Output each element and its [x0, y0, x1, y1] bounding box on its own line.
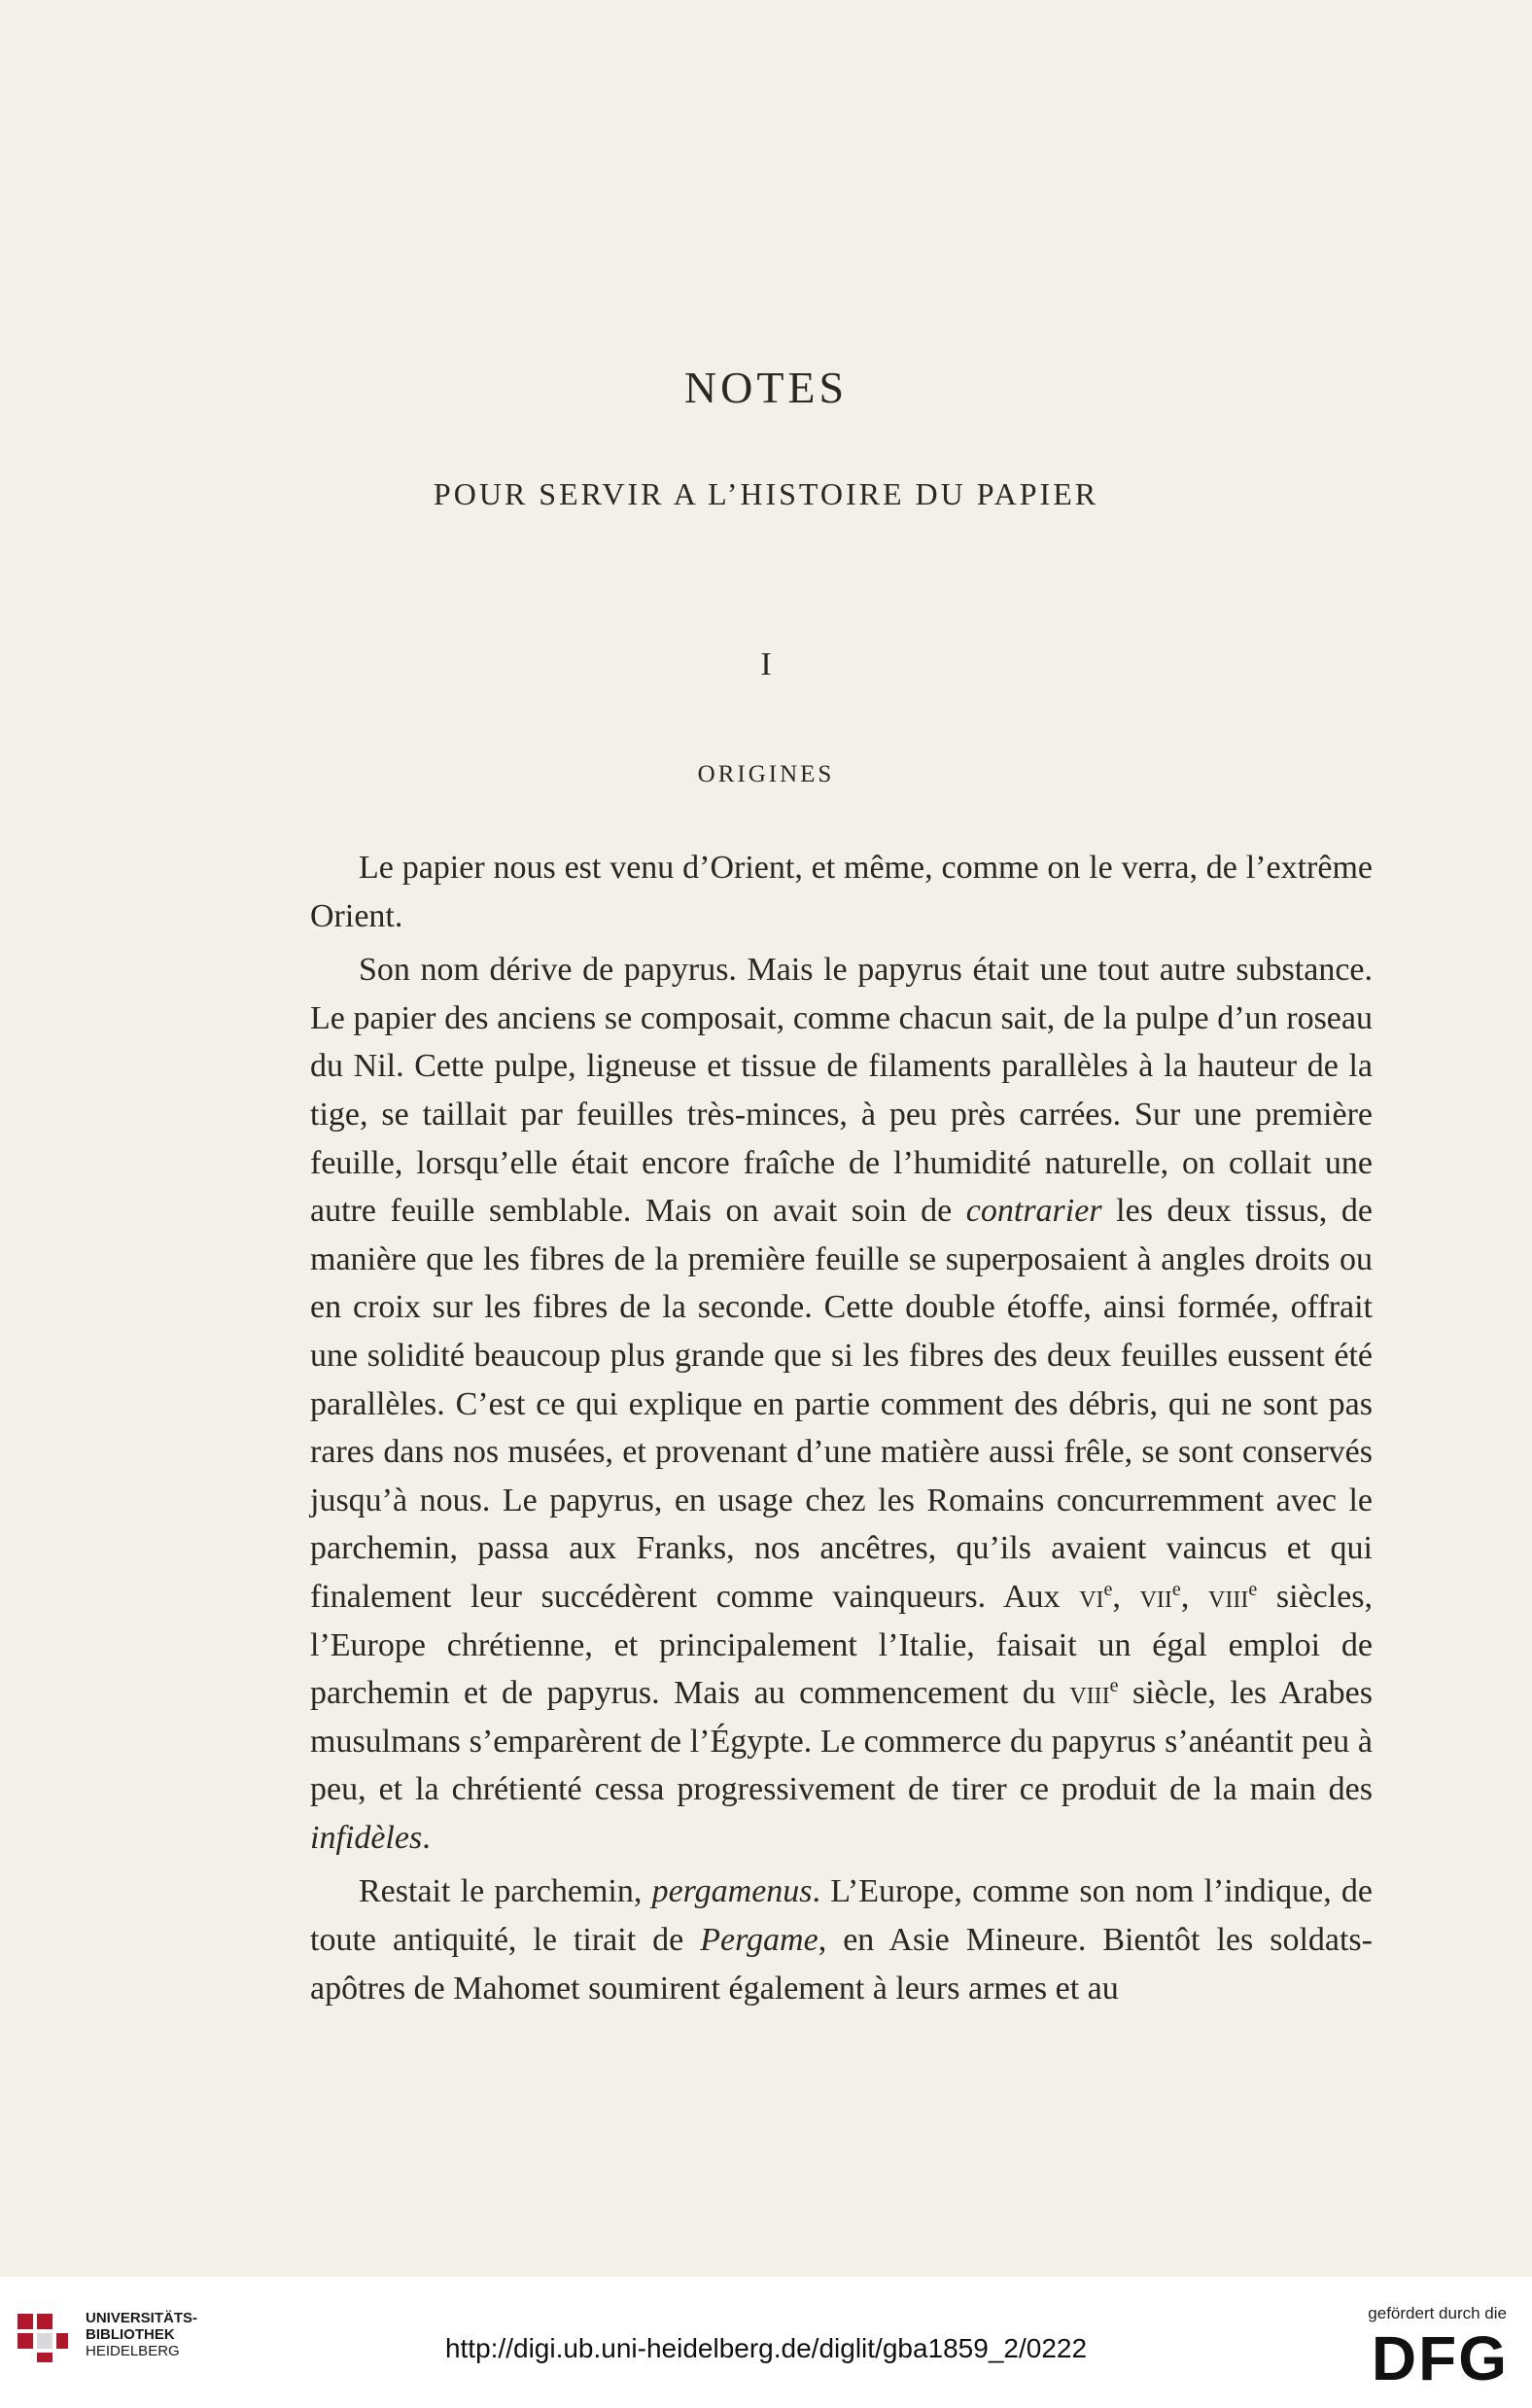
- paragraph-3-text-a: Restait le parchemin,: [359, 1873, 652, 1910]
- paragraph-1: [310, 844, 1373, 940]
- emphasis-pergame: Pergame: [700, 1922, 818, 1959]
- superscript-e-2: e: [1171, 1578, 1181, 1600]
- funding-caption: gefördert durch die: [1368, 2304, 1507, 2322]
- superscript-e-3: e: [1248, 1578, 1258, 1600]
- superscript-e-4: e: [1109, 1675, 1119, 1697]
- paragraph-2-end: .: [422, 1819, 431, 1856]
- emphasis-contrarier: contrarier: [965, 1193, 1102, 1230]
- source-url-link[interactable]: http://digi.ub.uni-heidelberg.de/diglit/gba1859_2/0222: [444, 2333, 1088, 2363]
- paragraph-3: [310, 1867, 1373, 2012]
- paragraph-2-text-b: les deux tissus, de manière que les fibres de la première feuille se superposaient à angles droits ou en croix sur les fibres de la seconde. Cette double étoffe, ainsi formée, offrait une solidité beaucoup plus grande que si les fibres des deux feuilles eussent été parallèles. C’est ce qui explique en partie comment des débris, qui ne sont pas rares dans nos musées, et provenant d’une matière aussi frêle, se sont conservés jusqu’à nous. Le papyrus, en usage chez les Romains concurremment avec le parchemin, passa aux Franks, nos ancêtres, qu’ils avaient vaincus et qui finalement leur succédèrent comme vainqueurs. Aux: [310, 1193, 1373, 1615]
- library-name-line-1: UNIVERSITÄTS-: [86, 2310, 198, 2326]
- roman-numeral-viii-2: viii: [1069, 1675, 1110, 1712]
- body-text: [310, 844, 1373, 2012]
- paragraph-2-text-c: siècles, l’Europe chrétienne, et principalement l’Italie, faisait un égal emploi de parchemin et de papyrus. Mais au commencement du: [310, 1578, 1374, 1712]
- library-name-line-2: BIBLIOTHEK: [86, 2326, 175, 2343]
- superscript-e-1: e: [1103, 1578, 1113, 1600]
- roman-numeral-vii: vii: [1139, 1578, 1172, 1615]
- paragraph-1-text: Le papier nous est venu d’Orient, et même, comme on le verra, de l’extrême Orient.: [310, 850, 1373, 934]
- paragraph-2: Son nom dérive de papyrus. Mais le papyrus était une tout autre substance. Le papier des anciens se composait, comme chacun sait, de la pulpe d’un roseau du Nil. Cette pulpe, ligneuse et tissue de filaments parallèles à la hauteur de la tige, se taillait par feuilles très-minces, à peu près carrées. Sur une première feuille, lorsqu’elle était encore fraîche de l’humidité naturelle, on collait une autre feuille semblable. Mais on avait soin de contrarier les deux tissus, de manière que les fibres de la première feuille se superposaient à angles droits ou en croix sur les fibres de la seconde. Cette double étoffe, ainsi formée, offrait une solidité beaucoup plus grande que si les fibres des deux feuilles eussent été parallèles. C’est ce qui explique en partie comment des débris, qui ne sont pas rares dans nos musées, et provenant d’une matière aussi frêle, se sont conservés jusqu’à nous. Le papyrus, en usage chez les Romains concurremment avec le parchemin, passa aux Franks, nos ancêtres, qu’ils avaient vaincus et qui finalement leur succédèrent comme vainqueurs. Aux $vi^e$, vii$^e$, viii$^e$ siècles, l’Europe chrétienne, et principalement l’Italie, faisait un égal emploi de parchemin et de papyrus. Mais au commencement du viii$^e$ siècle, les Arabes musulmans s’emparèrent de l’Égypte. Le commerce du papyrus s’anéantit peu à peu, et la chrétienté cessa progressivement de tirer ce produit de la main des infidèles.: [310, 952, 1374, 1856]
- page-title: NOTES: [683, 363, 849, 412]
- paragraph-2-text-a: Son nom dérive de papyrus. Mais le papyrus était une tout autre substance. Le papier des anciens se composait, comme chacun sait, de la pulpe d’un roseau du Nil. Cette pulpe, ligneuse et tissue de filaments parallèles à la hauteur de la tige, se taillait par feuilles très-minces, à peu près carrées. Sur une première feuille, lorsqu’elle était encore fraîche de l’humidité naturelle, on collait une autre feuille semblable. Mais on avait soin de: [310, 952, 1373, 1230]
- emphasis-pergamenus: pergamenus: [651, 1873, 813, 1910]
- paragraph-3-text-b: . L’Europe, comme son nom l’indique, de toute antiquité, le tirait de: [310, 1873, 1373, 1959]
- paragraph-2-text-d: siècle, les Arabes musulmans s’emparèrent de l’Égypte. Le commerce du papyrus s’anéantit peu à peu, et la chrétienté cessa progressivement de tirer ce produit de la main des: [310, 1675, 1374, 1808]
- roman-numeral-viii: viii: [1208, 1578, 1249, 1615]
- library-name-line-3: HEIDELBERG: [86, 2343, 180, 2359]
- paragraph-3-text-c: , en Asie Mineure. Bientôt les soldats-apôtres de Mahomet soumirent également à leurs armes et au: [310, 1922, 1373, 2007]
- dfg-logo: DFG: [1371, 2323, 1509, 2393]
- page-subtitle: POUR SERVIR A L’HISTOIRE DU PAPIER: [433, 476, 1099, 511]
- digitization-footer: [0, 2277, 1532, 2408]
- emphasis-infideles: infidèles: [310, 1819, 423, 1856]
- section-number: I: [760, 646, 772, 682]
- section-title: ORIGINES: [697, 761, 835, 787]
- roman-numeral-vi: vi: [1079, 1578, 1104, 1615]
